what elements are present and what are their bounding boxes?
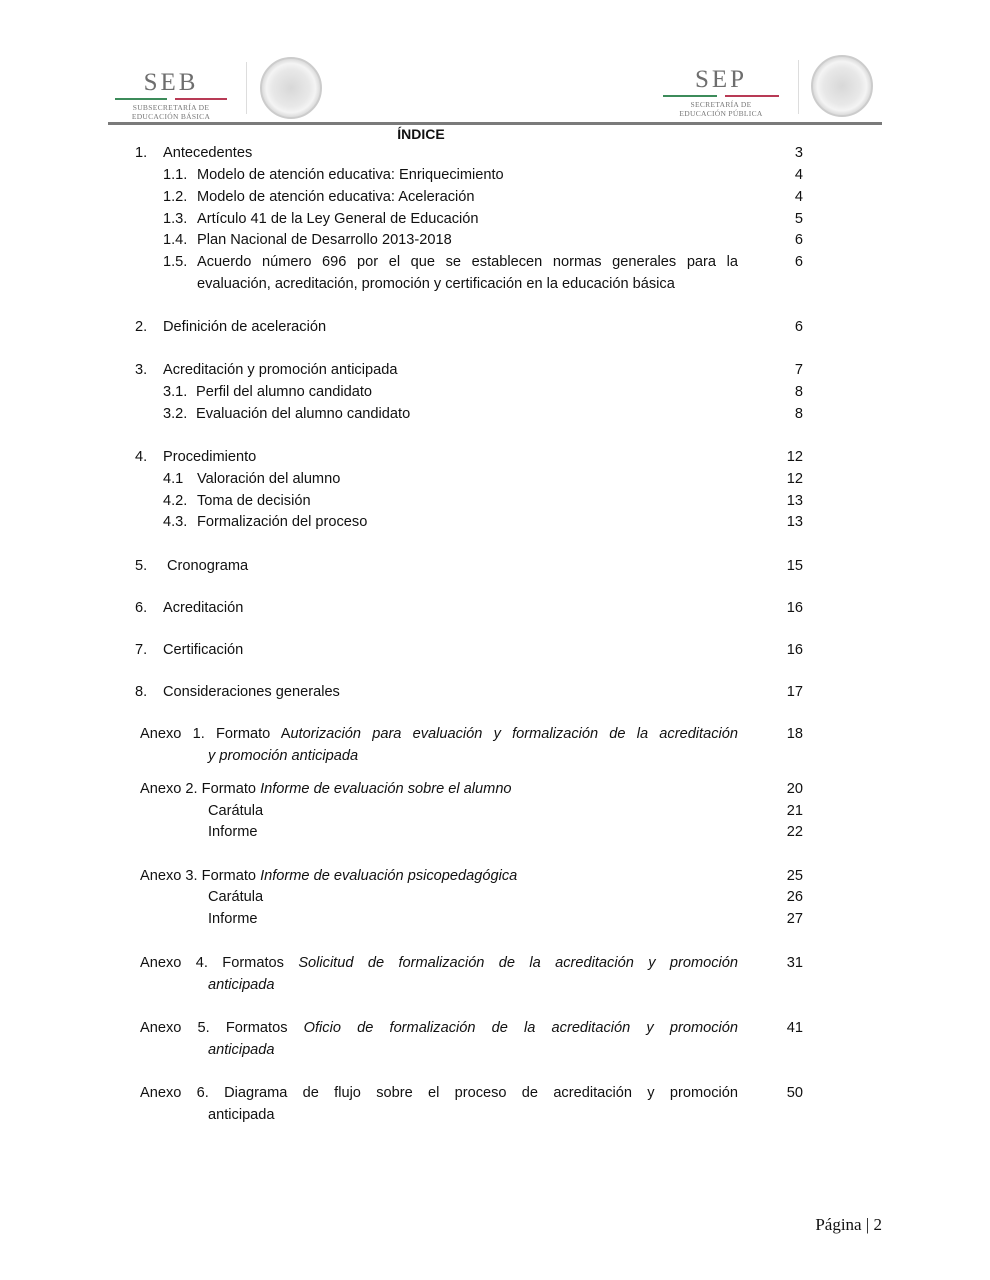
- toc-entry-line: [197, 209, 738, 231]
- toc-entry-number: 4.1: [163, 471, 184, 487]
- toc-entry-title: [196, 404, 738, 426]
- toc-entry-page: 6: [794, 254, 803, 270]
- toc-text-segment: Evaluación del alumno candidato: [196, 406, 411, 422]
- toc-entry-title: [163, 317, 738, 339]
- toc-entry-number: 1.3.: [163, 211, 188, 227]
- toc-entry-line: [208, 909, 738, 931]
- toc-entry-page: 3: [794, 145, 803, 161]
- toc-entry-line: [140, 1018, 738, 1040]
- toc-entry-title: [208, 909, 738, 931]
- toc-entry-page: 12: [786, 449, 803, 465]
- toc-entry-number: 7.: [135, 642, 148, 658]
- toc-entry-page: 27: [786, 911, 803, 927]
- toc-entry-number: 8.: [135, 684, 148, 700]
- seb-logo: [115, 70, 227, 121]
- toc-entry-title: [208, 801, 738, 823]
- seb-line1: SUBSECRETARÍA DE: [132, 103, 210, 112]
- toc-text-segment: anticipada: [208, 976, 275, 993]
- toc-entry-title: [197, 512, 738, 534]
- toc-entry-number: 1.4.: [163, 232, 188, 248]
- toc-entry-title: [163, 143, 738, 165]
- toc-entry-title: [197, 230, 738, 252]
- toc-entry-line: [140, 1040, 738, 1062]
- toc-entry-page: 6: [794, 319, 803, 335]
- toc-entry-page: 8: [794, 384, 803, 400]
- toc-entry-line: [197, 252, 738, 274]
- toc-text-segment: Antecedentes: [163, 145, 253, 161]
- mexican-seal-icon-left: [260, 57, 322, 119]
- seb-line2: EDUCACIÓN BÁSICA: [131, 112, 211, 121]
- toc-entry-line: [197, 469, 738, 491]
- toc-text-segment: Consideraciones generales: [163, 684, 340, 700]
- sep-logo: [663, 67, 779, 118]
- toc-text-segment: Cronograma: [167, 558, 249, 574]
- toc-entry-title: [197, 469, 738, 491]
- toc-text-segment: Anexo 5. Formatos: [140, 1020, 304, 1036]
- toc-entry-number: 1.: [135, 145, 148, 161]
- toc-text-segment: Carátula: [208, 889, 264, 905]
- toc-entry-title: [140, 866, 738, 888]
- toc-entry-title: [196, 382, 738, 404]
- toc-entry-title: [140, 724, 738, 767]
- toc-entry-page: 4: [794, 167, 803, 183]
- toc-entry-page: 25: [786, 868, 803, 884]
- sep-acronym: SEP: [694, 66, 748, 93]
- toc-entry-page: 20: [786, 781, 803, 797]
- toc-entry-number: 1.5.: [163, 254, 188, 270]
- toc-entry-number: 4.3.: [163, 514, 188, 530]
- toc-entry-line: [208, 887, 738, 909]
- toc-text-segment: Anexo 3. Formato: [140, 868, 261, 884]
- toc-text-segment: evaluación, acreditación, promoción y certificación en la educación básica: [197, 275, 675, 292]
- toc-entry-number: 2.: [135, 319, 148, 335]
- toc-entry-line: [140, 1083, 738, 1105]
- toc-entry-title: [140, 1018, 738, 1061]
- toc-entry-line: [197, 165, 738, 187]
- toc-entry-line: [197, 230, 738, 252]
- toc-entry-page: 21: [786, 803, 803, 819]
- toc-text-segment: anticipada: [208, 1041, 275, 1058]
- toc-entry-title: [197, 209, 738, 231]
- toc-entry-line: [196, 404, 738, 426]
- toc-entry-page: 17: [786, 684, 803, 700]
- toc-text-segment: Valoración del alumno: [197, 471, 341, 487]
- toc-entry-line: [140, 1105, 738, 1127]
- toc-entry-line: [140, 866, 738, 888]
- toc-entry-line: [163, 447, 738, 469]
- toc-entry-title: [208, 822, 738, 844]
- toc-entry-line: [197, 187, 738, 209]
- toc-text-segment: Anexo 2. Formato: [140, 781, 261, 797]
- toc-entry-title: [140, 953, 738, 996]
- toc-text-segment: Solicitud de formalización de la acreditación y promoción: [298, 955, 738, 971]
- toc-entry-number: 1.1.: [163, 167, 188, 183]
- toc-entry-title: [140, 779, 738, 801]
- toc-entry-page: 41: [786, 1020, 803, 1036]
- toc-text-segment: Informe: [208, 911, 258, 927]
- toc-text-segment: Modelo de atención educativa: Aceleración: [197, 189, 475, 205]
- toc-entry-line: [163, 598, 738, 620]
- toc-entry-line: [197, 274, 738, 296]
- toc-text-segment: Informe de evaluación sobre el alumno: [260, 781, 512, 797]
- toc-text-segment: anticipada: [208, 1106, 275, 1123]
- sep-line1: SECRETARÍA DE: [690, 100, 752, 109]
- toc-entry-title: [197, 491, 738, 513]
- toc-text-segment: Procedimiento: [163, 449, 257, 465]
- header-rule: [108, 122, 882, 125]
- toc-text-segment: Carátula: [208, 803, 264, 819]
- toc-text-segment: Acreditación y promoción anticipada: [163, 362, 398, 378]
- toc-entry-number: 3.: [135, 362, 148, 378]
- toc-entry-number: 3.2.: [163, 406, 188, 422]
- toc-entry-line: [196, 382, 738, 404]
- toc-entry-page: 16: [786, 600, 803, 616]
- toc-text-segment: Plan Nacional de Desarrollo 2013-2018: [197, 232, 452, 248]
- toc-entry-page: 4: [794, 189, 803, 205]
- seb-acronym: SEB: [143, 69, 199, 96]
- toc-entry-line: [140, 953, 738, 975]
- toc-entry-title: [163, 360, 738, 382]
- toc-entry-line: [140, 975, 738, 997]
- mexican-seal-icon-right: [811, 55, 873, 117]
- toc-entry-page: 22: [786, 824, 803, 840]
- toc-entry-page: 13: [786, 514, 803, 530]
- toc-entry-line: [163, 317, 738, 339]
- toc-text-segment: Perfil del alumno candidato: [196, 384, 373, 400]
- flag-bar: [115, 98, 227, 100]
- flag-bar: [663, 95, 779, 97]
- toc-entry-line: [197, 512, 738, 534]
- toc-entry-line: [197, 491, 738, 513]
- toc-entry-number: 5.: [135, 558, 148, 574]
- toc-entry-line: [163, 682, 738, 704]
- sep-line2: EDUCACIÓN PÚBLICA: [679, 109, 763, 118]
- toc-text-segment: Anexo 1. Formato A: [140, 726, 291, 742]
- toc-entry-line: [140, 724, 738, 746]
- toc-text-segment: Oficio de formalización de la acreditación y promoción: [303, 1020, 738, 1036]
- toc-entry-number: 4.: [135, 449, 148, 465]
- toc-entry-title: [163, 640, 738, 662]
- toc-text-segment: Certificación: [163, 642, 244, 658]
- toc-text-segment: Informe: [208, 824, 258, 840]
- toc-entry-line: [163, 640, 738, 662]
- toc-entry-page: 18: [786, 726, 803, 742]
- toc-text-segment: Formalización del proceso: [197, 514, 368, 530]
- toc-text-segment: Anexo 4. Formatos: [140, 955, 299, 971]
- toc-entry-line: [163, 360, 738, 382]
- toc-entry-page: 7: [794, 362, 803, 378]
- toc-entry-page: 8: [794, 406, 803, 422]
- toc-entry-page: 16: [786, 642, 803, 658]
- toc-entry-title: [140, 1083, 738, 1126]
- toc-text-segment: Acreditación: [163, 600, 244, 616]
- toc-entry-page: 5: [794, 211, 803, 227]
- toc-entry-page: 6: [794, 232, 803, 248]
- toc-entry-page: 26: [786, 889, 803, 905]
- toc-entry-page: 31: [786, 955, 803, 971]
- toc-entry-title: [208, 887, 738, 909]
- toc-text-segment: Acuerdo número 696 por el que se establecen normas generales para la: [197, 254, 738, 270]
- toc-text-segment: Definición de aceleración: [163, 319, 327, 335]
- toc-text-segment: Anexo 6. Diagrama de flujo sobre el proceso de acreditación y promoción: [140, 1085, 738, 1101]
- toc-title: ÍNDICE: [397, 126, 445, 142]
- toc-entry-line: [140, 779, 738, 801]
- toc-entry-title: [197, 187, 738, 209]
- toc-entry-line: [208, 822, 738, 844]
- toc-entry-number: 3.1.: [163, 384, 188, 400]
- toc-entry-page: 15: [786, 558, 803, 574]
- toc-entry-number: 6.: [135, 600, 148, 616]
- toc-entry-page: 12: [786, 471, 803, 487]
- logo-divider: [246, 62, 247, 114]
- toc-entry-page: 13: [786, 493, 803, 509]
- toc-entry-line: [163, 143, 738, 165]
- toc-entry-title: [197, 165, 738, 187]
- toc-entry-page: 50: [786, 1085, 803, 1101]
- toc-text-segment: Informe de evaluación psicopedagógica: [260, 868, 518, 884]
- toc-entry-title: [163, 598, 738, 620]
- toc-entry-line: [140, 746, 738, 768]
- toc-entry-title: [167, 556, 738, 578]
- toc-entry-title: [163, 682, 738, 704]
- toc-entry-title: [163, 447, 738, 469]
- toc-text-segment: Artículo 41 de la Ley General de Educación: [197, 211, 479, 227]
- toc-entry-line: [208, 801, 738, 823]
- toc-entry-number: 1.2.: [163, 189, 188, 205]
- toc-entry-title: [197, 252, 738, 295]
- toc-entry-line: [167, 556, 738, 578]
- toc-text-segment: y promoción anticipada: [208, 747, 359, 764]
- toc-text-segment: Toma de decisión: [197, 493, 311, 509]
- page-number: Página | 2: [815, 1215, 882, 1234]
- toc-text-segment: utorización para evaluación y formalización de la acreditación: [290, 726, 738, 742]
- toc-text-segment: Modelo de atención educativa: Enriquecimiento: [197, 167, 504, 183]
- toc-entry-number: 4.2.: [163, 493, 188, 509]
- logo-divider: [798, 60, 799, 114]
